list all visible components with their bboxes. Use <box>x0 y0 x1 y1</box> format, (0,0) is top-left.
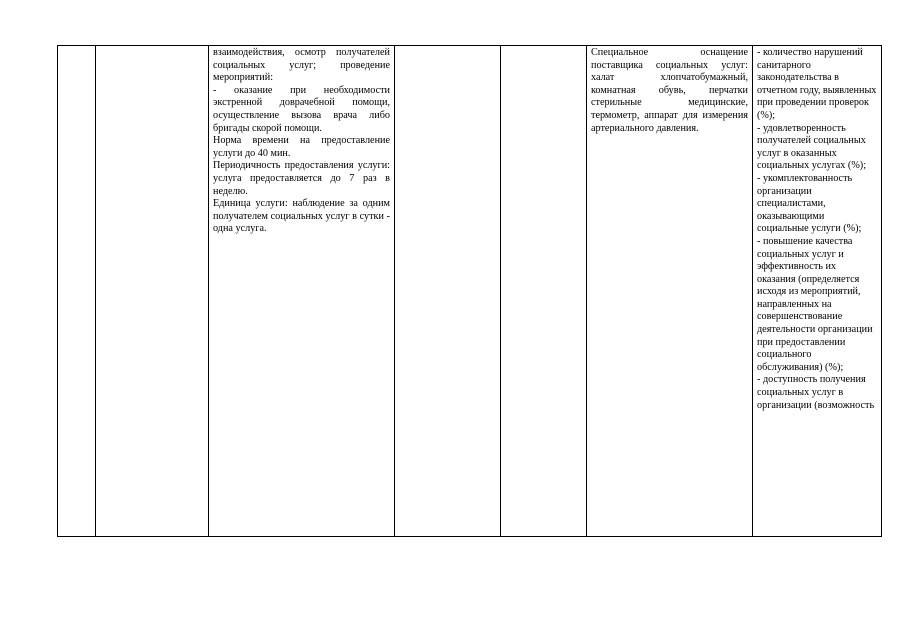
description-paragraph: Единица услуги: наблюдение за одним получателем социальных услуг в сутки - одна услуга. <box>213 198 390 235</box>
services-table <box>57 45 882 537</box>
cell-service-description <box>209 46 395 537</box>
indicator-item: - доступность получения социальных услуг в организации (возможность <box>757 374 875 411</box>
indicator-item: - повышение качества социальных услуг и эффективность их оказания (определяется исходя из мероприятий, направленных на совершенствование деятельности организации при предоставлении социального обслуживания) (%); <box>757 235 873 373</box>
description-paragraph: Норма времени на предоставление услуги до 40 мин. <box>213 135 390 159</box>
equipment-paragraph: Специальное оснащение поставщика социальных услуг: халат хлопчатобумажный, комнатная обувь, перчатки стерильные медицинские, термометр, аппарат для измерения артериального давления. <box>591 47 748 134</box>
cell-service-name <box>96 46 209 537</box>
indicator-item: - удовлетворенность получателей социальных услуг в оказанных социальных услугах (%); <box>757 122 867 172</box>
cell-equipment <box>587 46 753 537</box>
cell-empty-5 <box>501 46 587 537</box>
table-row <box>58 46 882 537</box>
cell-number <box>58 46 96 537</box>
cell-quality-indicators <box>753 46 882 537</box>
cell-empty-4 <box>395 46 501 537</box>
description-paragraph: Периодичность предоставления услуги: услуга предоставляется до 7 раз в неделю. <box>213 160 390 197</box>
description-paragraph: взаимодействия, осмотр получателей социальных услуг; проведение мероприятий: <box>213 47 390 84</box>
indicator-item: - количество нарушений санитарного законодательства в отчетном году, выявленных при проведении проверок (%); <box>757 47 877 121</box>
description-paragraph: - оказание при необходимости экстренной доврачебной помощи, осуществление вызова врача либо бригады скорой помощи. <box>213 84 390 134</box>
indicator-item: - укомплектованность организации специалистами, оказывающими социальные услуги (%); <box>757 172 862 235</box>
